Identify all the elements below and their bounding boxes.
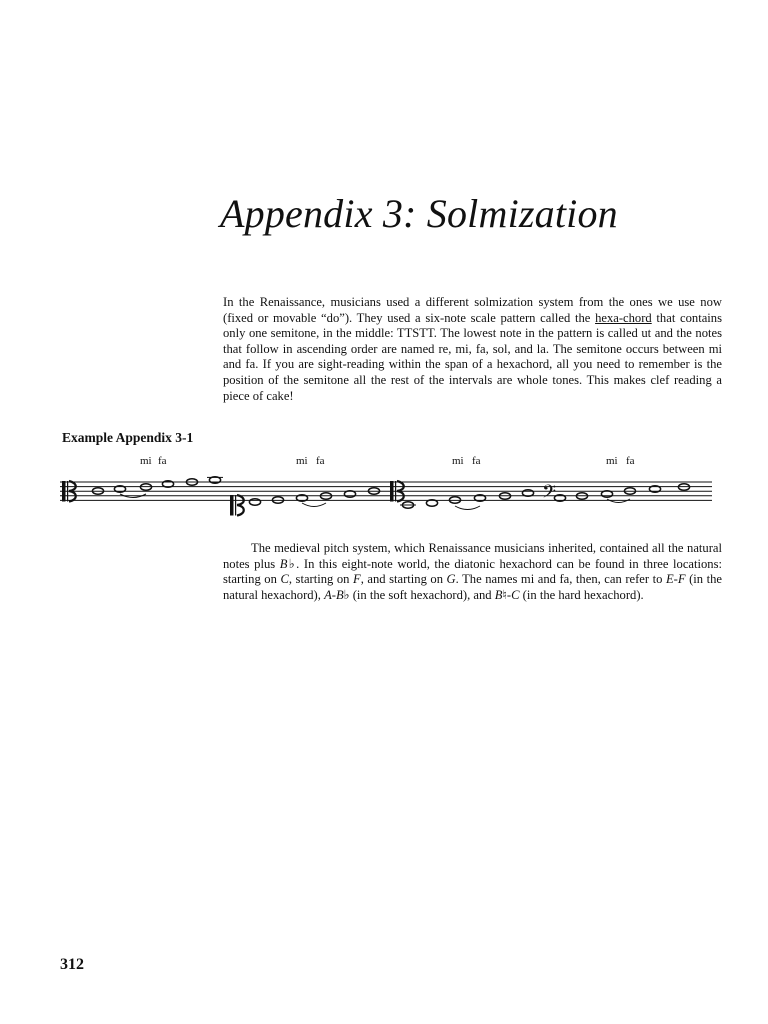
text-run: , starting on — [288, 572, 353, 587]
interval-bnat-c: B♮-C — [494, 587, 520, 602]
example-label: Example Appendix 3-1 — [62, 430, 194, 445]
clef-bar-thin — [235, 495, 236, 516]
text-run: (in the natural hexachord), — [223, 572, 722, 602]
text-run: , and starting on — [360, 572, 447, 587]
clef-bar — [62, 481, 66, 502]
pitch-system-paragraph — [223, 541, 722, 603]
note-f: F — [352, 572, 361, 587]
interval-e-f: E-F — [665, 572, 686, 587]
intro-paragraph — [223, 295, 722, 404]
text-run: In the Renaissance, musicians used a different solmization system from the ones we use now (fixed or movable “do”). They used a six-note scale pattern called the — [223, 295, 722, 325]
solmization-syllable: mi — [606, 455, 618, 467]
interval-a-bflat: A-B♭ — [324, 587, 350, 602]
text-run: The medieval pitch system, which Renaissance musicians inherited, contained all the natural notes plus — [223, 541, 722, 571]
text-run: . In this eight-note world, the diatonic hexachord can be found in three locations: starting on — [223, 556, 722, 587]
text-run: (in the hard hexachord). — [519, 587, 644, 602]
text-run: . The names mi and fa, then, can refer to — [455, 572, 666, 587]
page-title: Appendix 3: Solmization — [220, 191, 618, 236]
whole-note — [249, 499, 260, 506]
clef-curve — [237, 495, 244, 516]
bass-clef-icon — [542, 482, 556, 507]
solmization-syllable: fa — [158, 455, 167, 467]
b-flat: B♭ — [279, 556, 297, 571]
music-example — [60, 450, 720, 528]
solmization-syllable: mi — [296, 455, 308, 467]
clef-bar — [230, 495, 234, 516]
solmization-syllable: mi — [140, 455, 152, 467]
solmization-syllable: fa — [472, 455, 481, 467]
semitone-slur — [455, 506, 480, 510]
bass-clef-glyph: 𝄢 — [542, 482, 557, 507]
clef-bar — [390, 481, 394, 502]
semitone-slur — [302, 503, 326, 507]
solmization-syllable: fa — [316, 455, 325, 467]
note-c: C — [280, 572, 289, 587]
note-g: G — [446, 572, 456, 587]
solmization-syllable: mi — [452, 455, 464, 467]
page-number: 312 — [60, 956, 84, 973]
hexachord-term: hexa-chord — [595, 310, 652, 325]
clef-bar-thin — [67, 481, 68, 502]
solmization-syllable: fa — [626, 455, 635, 467]
alto-clef-icon — [230, 495, 244, 516]
clef-bar-thin — [395, 481, 396, 502]
text-run: that contains only one semitone, in the middle: TTSTT. The lowest note in the pattern is called ut and the notes that follow in ascending order are named re, mi, fa, sol, and la. The semitone occurs between mi and fa. If you are sight-reading within the span of a hexachord, all you need to remember is the position of the semitone all the rest of the intervals are whole tones. This makes clef reading a piece of cake! — [223, 310, 722, 403]
text-run: (in the soft hexachord), and — [349, 587, 495, 602]
